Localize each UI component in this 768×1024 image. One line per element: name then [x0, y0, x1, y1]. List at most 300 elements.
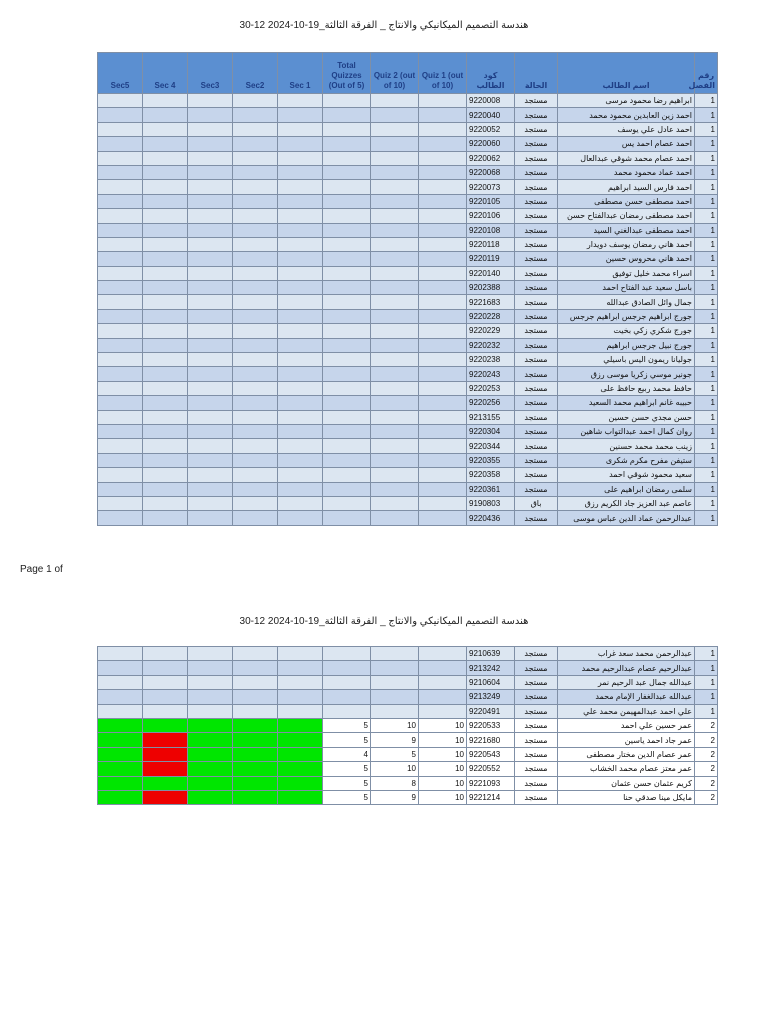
status-cell: مستجد	[515, 180, 558, 194]
sec3-cell	[188, 94, 233, 108]
student-name-cell: عمر معتز عصام محمد الخشاب	[558, 762, 695, 776]
quiz2-cell	[371, 108, 419, 122]
student-code-cell: 9220533	[467, 718, 515, 732]
status-cell: مستجد	[515, 381, 558, 395]
section-cell: 1	[695, 353, 718, 367]
total-quizzes-cell	[323, 367, 371, 381]
header-total-quizzes: Total Quizzes (Out of 5)	[323, 53, 371, 94]
sec5-cell	[98, 482, 143, 496]
table-row	[98, 482, 718, 496]
sec1-cell	[278, 367, 323, 381]
student-name-cell: احمد عادل علي يوسف	[558, 122, 695, 136]
sec2-cell	[233, 281, 278, 295]
table-row	[98, 180, 718, 194]
quiz2-cell	[371, 338, 419, 352]
table-row	[98, 410, 718, 424]
sec3-cell	[188, 353, 233, 367]
sec5-cell	[98, 353, 143, 367]
sec3-cell	[188, 482, 233, 496]
quiz1-cell	[419, 309, 467, 323]
sec3-cell	[188, 281, 233, 295]
total-quizzes-cell: 5	[323, 790, 371, 804]
student-code-cell: 9220052	[467, 122, 515, 136]
header-section: رقم الفصل	[695, 53, 718, 94]
table-row	[98, 353, 718, 367]
sec5-cell	[98, 424, 143, 438]
quiz2-cell	[371, 324, 419, 338]
table-row	[98, 424, 718, 438]
student-code-cell: 9220060	[467, 137, 515, 151]
page2-title: هندسة التصميم الميكانيكي والانتاج _ الفرقة الثالثة_19-10-2024 12-30	[239, 616, 529, 627]
quiz1-cell	[419, 209, 467, 223]
status-cell: مستجد	[515, 410, 558, 424]
sec1-cell	[278, 209, 323, 223]
quiz1-cell: 10	[419, 747, 467, 761]
student-code-cell: 9221214	[467, 790, 515, 804]
total-quizzes-cell: 5	[323, 718, 371, 732]
student-code-cell: 9220073	[467, 180, 515, 194]
sec4-cell	[143, 194, 188, 208]
student-name-cell: كريم عثمان حسن عثمان	[558, 776, 695, 790]
quiz2-cell	[371, 661, 419, 675]
sec3-cell	[188, 790, 233, 804]
section-cell: 1	[695, 180, 718, 194]
quiz2-cell	[371, 353, 419, 367]
total-quizzes-cell: 5	[323, 762, 371, 776]
student-name-cell: عمر جاد احمد ياسين	[558, 733, 695, 747]
section-cell: 1	[695, 223, 718, 237]
sec5-cell	[98, 762, 143, 776]
sec3-cell	[188, 675, 233, 689]
sec4-cell	[143, 410, 188, 424]
sec4-cell	[143, 165, 188, 179]
student-code-cell: 9221680	[467, 733, 515, 747]
table-row	[98, 151, 718, 165]
quiz1-cell	[419, 151, 467, 165]
table-row	[98, 453, 718, 467]
sec3-cell	[188, 453, 233, 467]
sec5-cell	[98, 747, 143, 761]
total-quizzes-cell	[323, 252, 371, 266]
table-row	[98, 338, 718, 352]
status-cell: مستجد	[515, 338, 558, 352]
quiz1-cell	[419, 661, 467, 675]
student-name-cell: باسل سعيد عبد الفتاح احمد	[558, 281, 695, 295]
sec1-cell	[278, 511, 323, 525]
quiz1-cell	[419, 281, 467, 295]
table-row	[98, 439, 718, 453]
sec3-cell	[188, 424, 233, 438]
section-cell: 1	[695, 482, 718, 496]
table-row	[98, 309, 718, 323]
quiz1-cell	[419, 295, 467, 309]
sec5-cell	[98, 295, 143, 309]
sec4-cell	[143, 281, 188, 295]
sec2-cell	[233, 453, 278, 467]
quiz1-cell	[419, 237, 467, 251]
student-code-cell: 9220361	[467, 482, 515, 496]
student-name-cell: سلمى رمضان ابراهيم على	[558, 482, 695, 496]
status-cell: مستجد	[515, 252, 558, 266]
sec4-cell	[143, 338, 188, 352]
student-name-cell: سعيد محمود شوقي احمد	[558, 468, 695, 482]
sec2-cell	[233, 94, 278, 108]
status-cell: مستجد	[515, 165, 558, 179]
sec1-cell	[278, 718, 323, 732]
status-cell: مستجد	[515, 468, 558, 482]
sec3-cell	[188, 747, 233, 761]
quiz2-cell	[371, 647, 419, 661]
section-cell: 1	[695, 381, 718, 395]
quiz1-cell: 10	[419, 776, 467, 790]
table-row	[98, 511, 718, 525]
table-row	[98, 252, 718, 266]
sec5-cell	[98, 194, 143, 208]
sec4-cell	[143, 790, 188, 804]
quiz1-cell	[419, 496, 467, 510]
table-row	[98, 367, 718, 381]
student-name-cell: جورج ابراهيم جرجس ابراهيم جرجس	[558, 309, 695, 323]
sec1-cell	[278, 424, 323, 438]
sec1-cell	[278, 122, 323, 136]
student-name-cell: احمد مصطفى رمضان عبدالفتاح حسن	[558, 209, 695, 223]
quiz2-cell	[371, 367, 419, 381]
sec2-cell	[233, 762, 278, 776]
sec5-cell	[98, 661, 143, 675]
quiz1-cell	[419, 381, 467, 395]
student-name-cell: احمد مصطفى حسن مصطفى	[558, 194, 695, 208]
table-row	[98, 194, 718, 208]
total-quizzes-cell	[323, 439, 371, 453]
table-row	[98, 675, 718, 689]
sec4-cell	[143, 747, 188, 761]
total-quizzes-cell: 4	[323, 747, 371, 761]
sec5-cell	[98, 647, 143, 661]
sec5-cell	[98, 108, 143, 122]
sec5-cell	[98, 690, 143, 704]
student-name-cell: حبيبه غانم ابراهيم محمد السعيد	[558, 396, 695, 410]
student-name-cell: جمال وائل الصادق عبدالله	[558, 295, 695, 309]
sec1-cell	[278, 324, 323, 338]
sec3-cell	[188, 338, 233, 352]
sec1-cell	[278, 338, 323, 352]
table-row	[98, 496, 718, 510]
sec2-cell	[233, 790, 278, 804]
sec1-cell	[278, 396, 323, 410]
table-row	[98, 295, 718, 309]
sec5-cell	[98, 223, 143, 237]
sec2-cell	[233, 747, 278, 761]
sec5-cell	[98, 281, 143, 295]
sec2-cell	[233, 353, 278, 367]
sec1-cell	[278, 675, 323, 689]
page1-title: هندسة التصميم الميكانيكي والانتاج _ الفرقة الثالثة_19-10-2024 12-30	[239, 20, 529, 31]
table-row	[98, 690, 718, 704]
sec4-cell	[143, 367, 188, 381]
status-cell: مستجد	[515, 281, 558, 295]
table-row	[98, 718, 718, 732]
table-row	[98, 381, 718, 395]
sec4-cell	[143, 675, 188, 689]
status-cell: مستجد	[515, 424, 558, 438]
student-name-cell: حسن مجدي حسن حسين	[558, 410, 695, 424]
sec2-cell	[233, 252, 278, 266]
status-cell: مستجد	[515, 108, 558, 122]
quiz1-cell	[419, 324, 467, 338]
student-name-cell: عبدالرحمن عماد الدين عباس موسى	[558, 511, 695, 525]
quiz2-cell: 10	[371, 762, 419, 776]
sec5-cell	[98, 367, 143, 381]
total-quizzes-cell	[323, 396, 371, 410]
sec4-cell	[143, 453, 188, 467]
student-name-cell: عاصم عبد العزيز جاد الكريم رزق	[558, 496, 695, 510]
section-cell: 1	[695, 194, 718, 208]
sec4-cell	[143, 324, 188, 338]
sec1-cell	[278, 733, 323, 747]
section-cell: 1	[695, 94, 718, 108]
quiz2-cell	[371, 180, 419, 194]
section-cell: 2	[695, 790, 718, 804]
header-student-code: كود الطالب	[467, 53, 515, 94]
quiz2-cell	[371, 281, 419, 295]
quiz1-cell	[419, 137, 467, 151]
sec4-cell	[143, 439, 188, 453]
sec2-cell	[233, 237, 278, 251]
sec4-cell	[143, 108, 188, 122]
table-row	[98, 324, 718, 338]
sec1-cell	[278, 223, 323, 237]
status-cell: مستجد	[515, 309, 558, 323]
section-cell: 2	[695, 733, 718, 747]
sec5-cell	[98, 439, 143, 453]
student-name-cell: عمر حسين علي احمد	[558, 718, 695, 732]
sec5-cell	[98, 122, 143, 136]
sec2-cell	[233, 381, 278, 395]
sec3-cell	[188, 367, 233, 381]
student-code-cell: 9220118	[467, 237, 515, 251]
section-cell: 2	[695, 776, 718, 790]
sec3-cell	[188, 180, 233, 194]
student-code-cell: 9220358	[467, 468, 515, 482]
header-sec5: Sec5	[98, 53, 143, 94]
quiz2-cell	[371, 675, 419, 689]
sec3-cell	[188, 704, 233, 718]
sec1-cell	[278, 94, 323, 108]
sec3-cell	[188, 762, 233, 776]
sec1-cell	[278, 690, 323, 704]
header-row	[98, 53, 718, 94]
sec1-cell	[278, 482, 323, 496]
sec1-cell	[278, 108, 323, 122]
sec2-cell	[233, 209, 278, 223]
table-row	[98, 762, 718, 776]
section-cell: 1	[695, 690, 718, 704]
status-cell: باق	[515, 496, 558, 510]
sec2-cell	[233, 223, 278, 237]
sec2-cell	[233, 718, 278, 732]
section-cell: 1	[695, 511, 718, 525]
sec2-cell	[233, 690, 278, 704]
sec1-cell	[278, 776, 323, 790]
sec1-cell	[278, 353, 323, 367]
quiz2-cell: 5	[371, 747, 419, 761]
sec5-cell	[98, 718, 143, 732]
status-cell: مستجد	[515, 776, 558, 790]
total-quizzes-cell	[323, 482, 371, 496]
table-row	[98, 237, 718, 251]
sec2-cell	[233, 424, 278, 438]
grades-table-page2	[97, 646, 718, 805]
quiz1-cell	[419, 482, 467, 496]
table-row	[98, 108, 718, 122]
student-code-cell: 9220228	[467, 309, 515, 323]
header-quiz2: Quiz 2 (out of 10)	[371, 53, 419, 94]
status-cell: مستجد	[515, 94, 558, 108]
sec3-cell	[188, 661, 233, 675]
quiz2-cell	[371, 151, 419, 165]
section-cell: 1	[695, 252, 718, 266]
total-quizzes-cell	[323, 309, 371, 323]
sec2-cell	[233, 122, 278, 136]
sec3-cell	[188, 122, 233, 136]
student-name-cell: جورج شكري زكي بخيت	[558, 324, 695, 338]
sec4-cell	[143, 733, 188, 747]
total-quizzes-cell	[323, 151, 371, 165]
sec5-cell	[98, 237, 143, 251]
sec5-cell	[98, 468, 143, 482]
student-code-cell: 9213155	[467, 410, 515, 424]
sec2-cell	[233, 396, 278, 410]
total-quizzes-cell	[323, 122, 371, 136]
sec3-cell	[188, 776, 233, 790]
sec1-cell	[278, 410, 323, 424]
sec3-cell	[188, 496, 233, 510]
quiz2-cell	[371, 468, 419, 482]
total-quizzes-cell: 5	[323, 733, 371, 747]
student-code-cell: 9220140	[467, 266, 515, 280]
table-row	[98, 733, 718, 747]
sec1-cell	[278, 137, 323, 151]
status-cell: مستجد	[515, 482, 558, 496]
sec4-cell	[143, 704, 188, 718]
student-name-cell: حافظ محمد ربيع حافظ على	[558, 381, 695, 395]
quiz1-cell	[419, 704, 467, 718]
sec2-cell	[233, 511, 278, 525]
sec4-cell	[143, 309, 188, 323]
sec2-cell	[233, 194, 278, 208]
table-row	[98, 281, 718, 295]
sec5-cell	[98, 704, 143, 718]
section-cell: 1	[695, 324, 718, 338]
total-quizzes-cell	[323, 338, 371, 352]
status-cell: مستجد	[515, 790, 558, 804]
sec4-cell	[143, 776, 188, 790]
sec5-cell	[98, 381, 143, 395]
quiz1-cell	[419, 439, 467, 453]
sec3-cell	[188, 309, 233, 323]
total-quizzes-cell	[323, 353, 371, 367]
sec5-cell	[98, 137, 143, 151]
total-quizzes-cell	[323, 424, 371, 438]
sec4-cell	[143, 482, 188, 496]
total-quizzes-cell	[323, 647, 371, 661]
status-cell: مستجد	[515, 704, 558, 718]
sec2-cell	[233, 439, 278, 453]
student-code-cell: 9220256	[467, 396, 515, 410]
sec1-cell	[278, 381, 323, 395]
student-code-cell: 9202388	[467, 281, 515, 295]
section-cell: 1	[695, 367, 718, 381]
sec3-cell	[188, 468, 233, 482]
sec4-cell	[143, 151, 188, 165]
sec1-cell	[278, 281, 323, 295]
sec1-cell	[278, 747, 323, 761]
quiz2-cell: 9	[371, 790, 419, 804]
sec2-cell	[233, 675, 278, 689]
student-name-cell: مايكل مينا صدقي حنا	[558, 790, 695, 804]
quiz2-cell	[371, 295, 419, 309]
student-name-cell: احمد فارس السيد ابراهيم	[558, 180, 695, 194]
header-sec4: Sec 4	[143, 53, 188, 94]
sec5-cell	[98, 180, 143, 194]
section-cell: 1	[695, 675, 718, 689]
total-quizzes-cell	[323, 511, 371, 525]
quiz2-cell	[371, 424, 419, 438]
total-quizzes-cell	[323, 410, 371, 424]
quiz2-cell: 9	[371, 733, 419, 747]
status-cell: مستجد	[515, 661, 558, 675]
student-code-cell: 9220105	[467, 194, 515, 208]
status-cell: مستجد	[515, 223, 558, 237]
quiz2-cell	[371, 223, 419, 237]
quiz2-cell: 8	[371, 776, 419, 790]
quiz1-cell	[419, 94, 467, 108]
sec1-cell	[278, 439, 323, 453]
header-sec3: Sec3	[188, 53, 233, 94]
sec3-cell	[188, 647, 233, 661]
sec3-cell	[188, 733, 233, 747]
sec2-cell	[233, 108, 278, 122]
sec4-cell	[143, 137, 188, 151]
status-cell: مستجد	[515, 367, 558, 381]
quiz2-cell	[371, 252, 419, 266]
total-quizzes-cell	[323, 266, 371, 280]
student-name-cell: عبدالله جمال عبد الرحيم نمر	[558, 675, 695, 689]
sec2-cell	[233, 661, 278, 675]
sec2-cell	[233, 733, 278, 747]
sec1-cell	[278, 165, 323, 179]
sec3-cell	[188, 237, 233, 251]
table-row	[98, 266, 718, 280]
sec3-cell	[188, 295, 233, 309]
quiz2-cell	[371, 266, 419, 280]
student-name-cell: ابراهيم رضا محمود مرسى	[558, 94, 695, 108]
student-name-cell: احمد زين العابدين محمود محمد	[558, 108, 695, 122]
total-quizzes-cell	[323, 661, 371, 675]
table-row	[98, 776, 718, 790]
status-cell: مستجد	[515, 439, 558, 453]
section-cell: 1	[695, 439, 718, 453]
sec1-cell	[278, 762, 323, 776]
sec2-cell	[233, 338, 278, 352]
total-quizzes-cell	[323, 675, 371, 689]
student-code-cell: 9220062	[467, 151, 515, 165]
table-row	[98, 223, 718, 237]
table-row	[98, 704, 718, 718]
total-quizzes-cell	[323, 690, 371, 704]
page-footer: Page 1 of	[20, 564, 63, 575]
section-cell: 1	[695, 151, 718, 165]
